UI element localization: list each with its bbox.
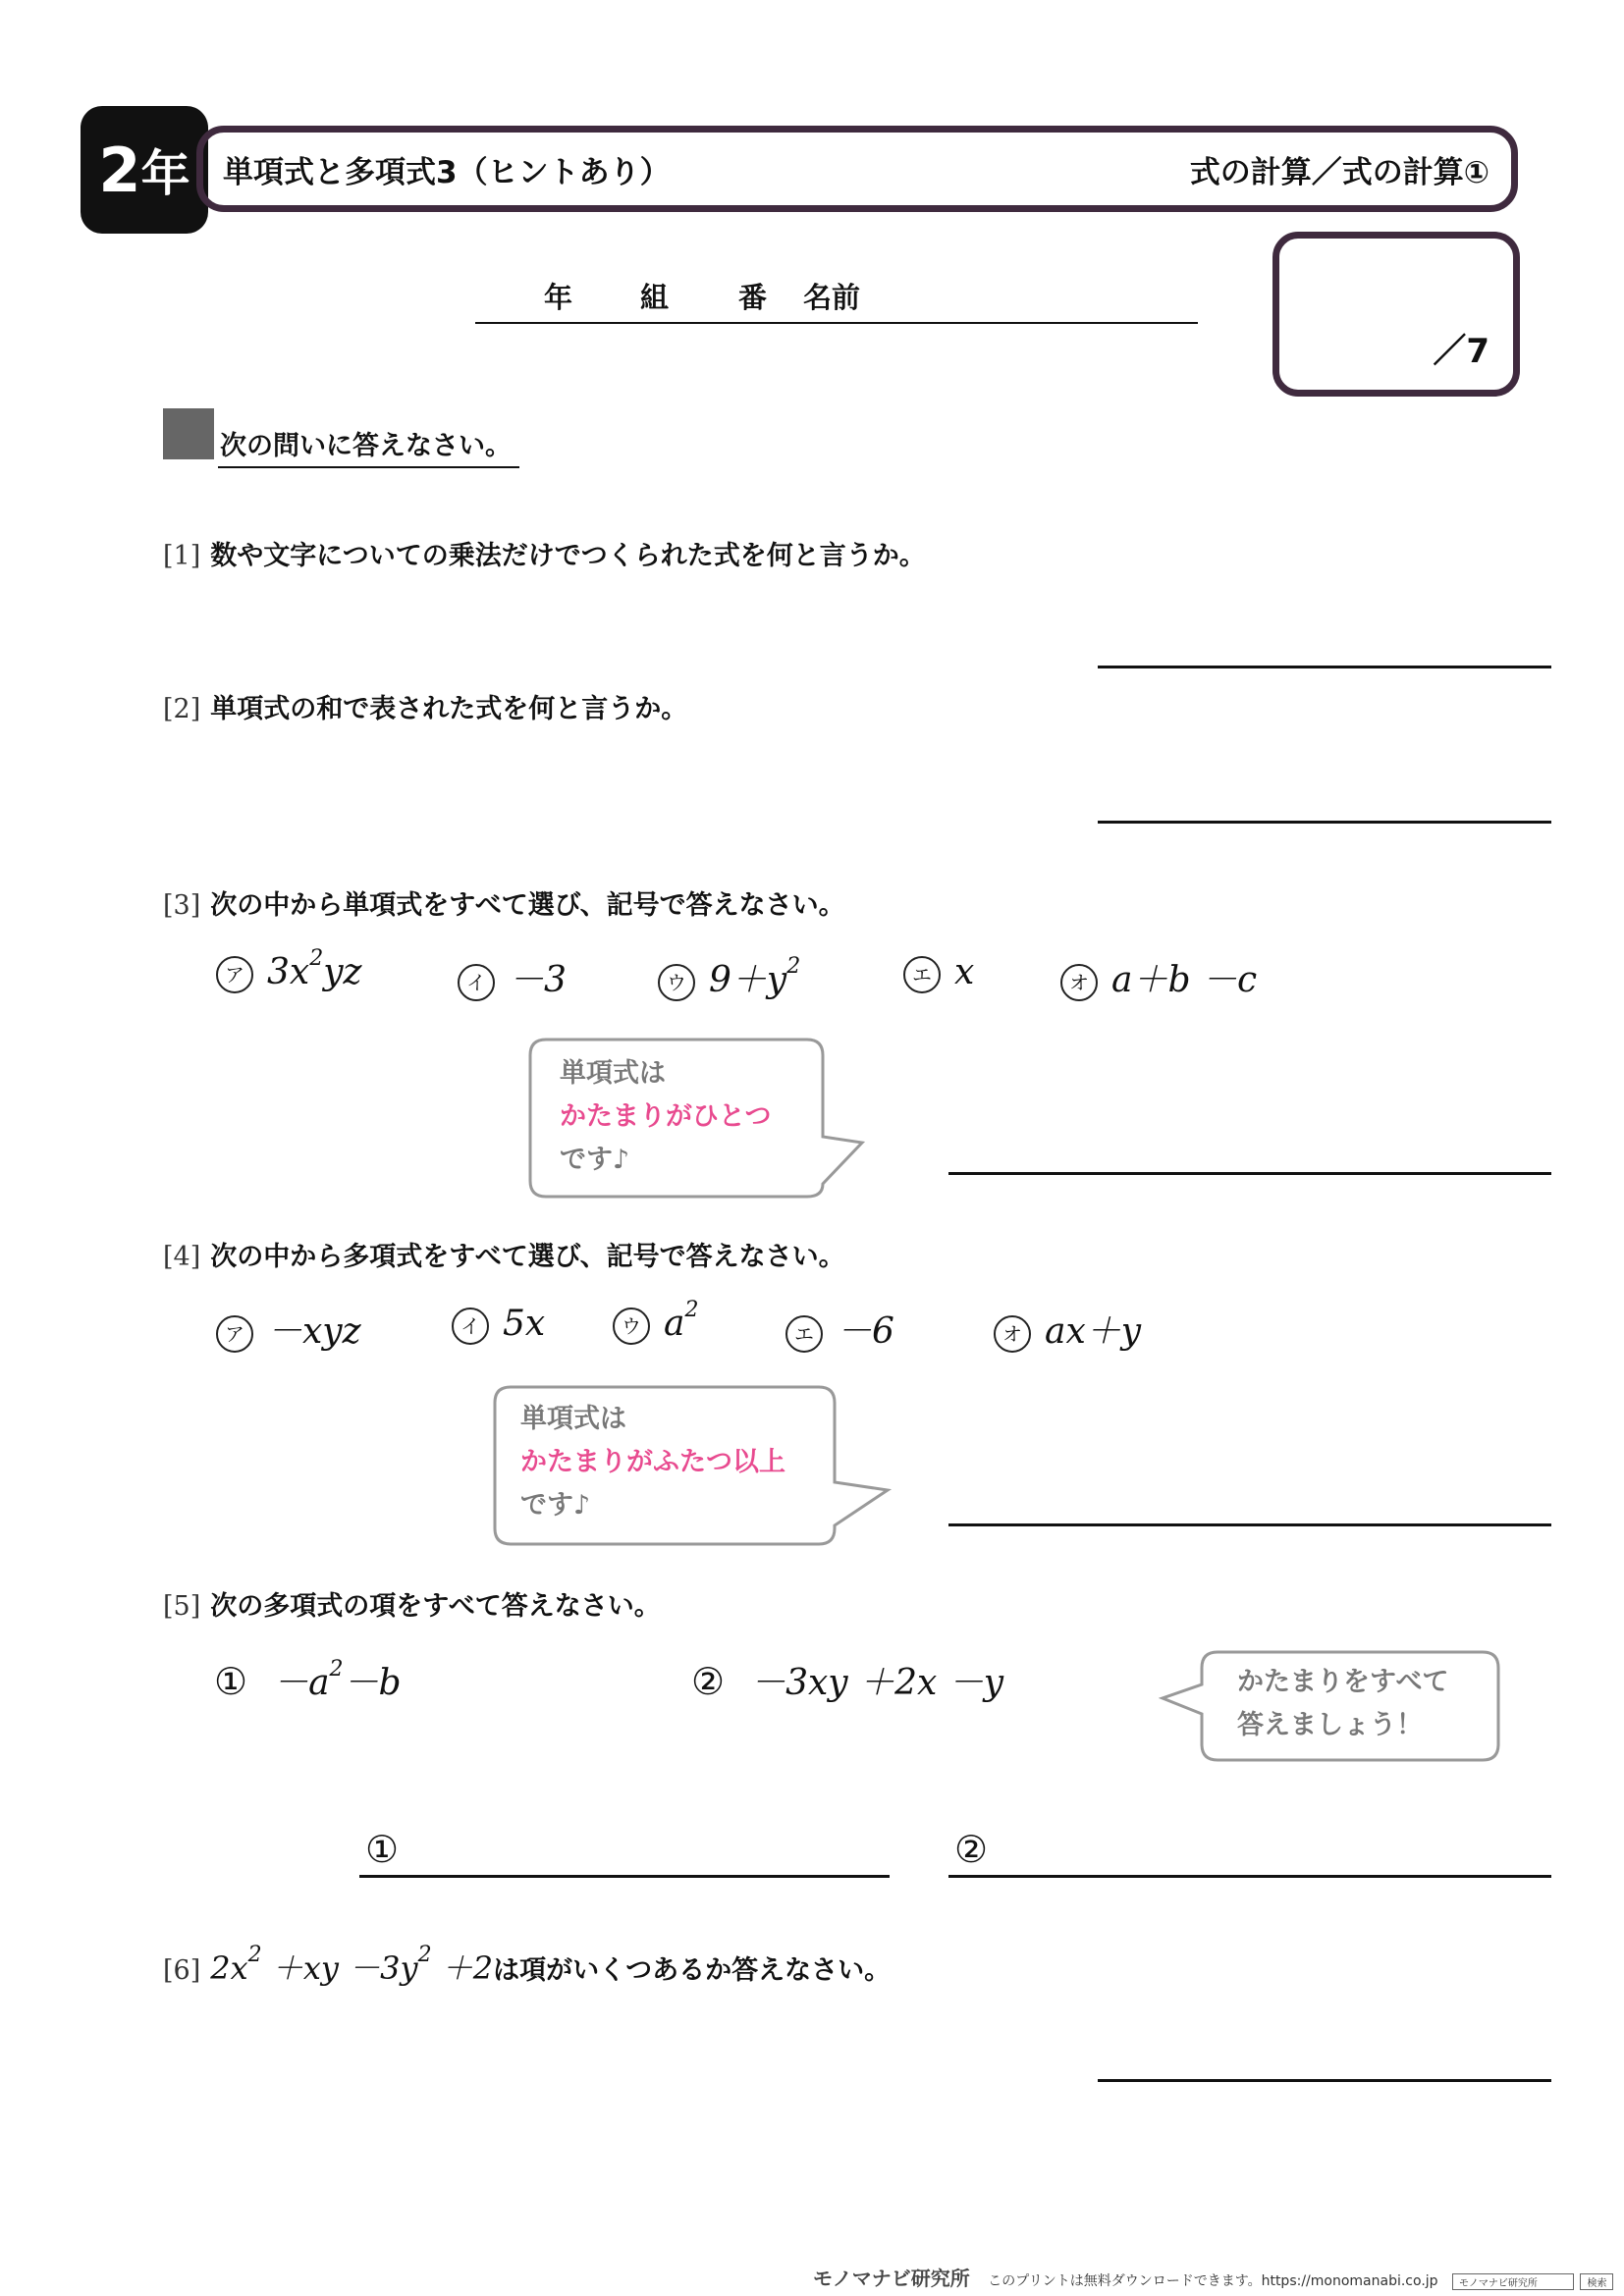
mark-circle: イ bbox=[452, 1308, 489, 1345]
hint-line-1: 単項式は bbox=[560, 1058, 666, 1089]
option-expr: －6 bbox=[837, 1311, 894, 1352]
option-u bbox=[658, 952, 800, 1002]
exponent: 2 bbox=[247, 1943, 262, 1968]
expr-part: 2x bbox=[210, 1949, 248, 1987]
question-3 bbox=[163, 883, 845, 922]
mark-circle: エ bbox=[785, 1315, 823, 1353]
option-expr: ax＋y bbox=[1045, 1311, 1142, 1352]
question-number: [1] bbox=[163, 541, 201, 571]
footer-note: このプリントは無料ダウンロードできます。https://monomanabi.co.jp bbox=[988, 2273, 1438, 2289]
item-expr-tail: －b bbox=[343, 1663, 402, 1703]
title-bar bbox=[196, 126, 1518, 212]
item-mark: ② bbox=[691, 1660, 726, 1703]
option-expr: 3x bbox=[267, 952, 310, 992]
class-label: 組 bbox=[640, 281, 670, 314]
score-total: ／7 bbox=[1433, 332, 1489, 371]
mark-circle: ア bbox=[216, 956, 253, 993]
hint-bubble-4 bbox=[481, 1384, 895, 1547]
option-o bbox=[994, 1304, 1141, 1354]
q4-options bbox=[0, 1298, 1624, 1362]
question-number: [2] bbox=[163, 694, 201, 724]
expr-part: ＋xy －3y bbox=[261, 1949, 418, 1987]
answer-line-3[interactable] bbox=[948, 1172, 1551, 1175]
footer bbox=[813, 2263, 1613, 2291]
option-i bbox=[458, 952, 567, 1002]
hint-bubble-5 bbox=[1159, 1649, 1502, 1763]
hint-line-3: です♪ bbox=[560, 1145, 630, 1175]
question-6 bbox=[163, 1944, 891, 1989]
answer-line-5-2[interactable] bbox=[948, 1812, 1551, 1878]
answer-line-5-1[interactable] bbox=[359, 1812, 890, 1878]
exponent: 2 bbox=[417, 1943, 432, 1968]
question-4 bbox=[163, 1235, 845, 1273]
item-mark: ① bbox=[214, 1660, 248, 1703]
item-1 bbox=[214, 1655, 402, 1705]
section-title: 次の問いに答えなさい。 bbox=[218, 424, 519, 468]
question-1 bbox=[163, 534, 926, 572]
score-box[interactable] bbox=[1272, 232, 1520, 397]
hint-line-2: かたまりがふたつ以上 bbox=[520, 1447, 785, 1477]
question-5 bbox=[163, 1584, 661, 1623]
option-expr: x bbox=[954, 952, 975, 992]
question-number: [6] bbox=[163, 1955, 201, 1986]
mark-circle: ア bbox=[216, 1315, 253, 1353]
exponent: 2 bbox=[329, 1657, 344, 1682]
hint-line-1: 単項式は bbox=[520, 1404, 626, 1434]
question-number: [3] bbox=[163, 890, 201, 921]
option-a bbox=[216, 946, 362, 993]
option-e bbox=[903, 952, 974, 993]
option-expr: 5x bbox=[503, 1304, 546, 1344]
mark-circle: オ bbox=[994, 1315, 1031, 1353]
option-expr: a＋b －c bbox=[1111, 960, 1258, 1000]
mark-circle: イ bbox=[458, 964, 495, 1001]
item-expr: －a bbox=[273, 1663, 330, 1703]
hint-line-2: かたまりがひとつ bbox=[560, 1101, 772, 1132]
answer-line-6[interactable] bbox=[1098, 2079, 1551, 2082]
exponent: 2 bbox=[309, 946, 324, 971]
question-expression bbox=[210, 1943, 494, 1987]
option-expr: a bbox=[664, 1304, 685, 1344]
answer-line-4[interactable] bbox=[948, 1523, 1551, 1526]
exponent: 2 bbox=[786, 954, 801, 979]
question-text: 次の中から多項式をすべて選び、記号で答えなさい。 bbox=[210, 1242, 845, 1272]
question-2 bbox=[163, 687, 687, 725]
option-o bbox=[1060, 952, 1257, 1002]
grade-number: 2 bbox=[98, 133, 139, 206]
question-text: 次の中から単項式をすべて選び、記号で答えなさい。 bbox=[210, 890, 845, 921]
answer-mark: ① bbox=[365, 1828, 400, 1871]
option-a bbox=[216, 1304, 361, 1354]
question-number: [5] bbox=[163, 1591, 201, 1622]
mark-circle: ウ bbox=[613, 1308, 650, 1345]
answer-mark: ② bbox=[954, 1828, 989, 1871]
option-expr: 9＋y bbox=[709, 960, 787, 1000]
mark-circle: ウ bbox=[658, 964, 695, 1001]
answer-line-2[interactable] bbox=[1098, 821, 1551, 824]
question-text: は項がいくつあるか答えなさい。 bbox=[493, 1955, 892, 1986]
search-button[interactable]: 検索 bbox=[1580, 2273, 1613, 2290]
worksheet-title: 単項式と多項式3（ヒントあり） bbox=[223, 154, 671, 190]
option-expr: －3 bbox=[509, 960, 567, 1000]
hint-line-3: です♪ bbox=[520, 1490, 591, 1521]
brand-logo: モノマナビ研究所 bbox=[813, 2267, 970, 2290]
name-label: 名前 bbox=[803, 281, 861, 314]
unit-label: 式の計算／式の計算① bbox=[1189, 154, 1489, 190]
option-u bbox=[613, 1298, 699, 1345]
exponent: 2 bbox=[684, 1298, 699, 1322]
option-i bbox=[452, 1304, 545, 1345]
item-2 bbox=[691, 1655, 1003, 1705]
search-input[interactable]: モノマナビ研究所 bbox=[1452, 2273, 1574, 2290]
option-expr: －xyz bbox=[267, 1311, 361, 1352]
item-expr: －3xy ＋2x －y bbox=[750, 1663, 1004, 1703]
grade-kanji: 年 bbox=[140, 145, 190, 202]
mark-circle: エ bbox=[903, 956, 941, 993]
hint-line-1: かたまりをすべて bbox=[1237, 1667, 1449, 1697]
section-marker bbox=[163, 408, 214, 459]
option-expr-tail: yz bbox=[323, 952, 362, 992]
question-text: 単項式の和で表された式を何と言うか。 bbox=[210, 694, 688, 724]
q3-options bbox=[0, 946, 1624, 1011]
answer-line-1[interactable] bbox=[1098, 666, 1551, 668]
option-e bbox=[785, 1304, 894, 1354]
mark-circle: オ bbox=[1060, 964, 1098, 1001]
number-label: 番 bbox=[738, 281, 768, 314]
year-label: 年 bbox=[544, 281, 573, 314]
grade-badge bbox=[81, 106, 208, 234]
expr-part: ＋2 bbox=[431, 1949, 494, 1987]
question-text: 数や文字についての乗法だけでつくられた式を何と言うか。 bbox=[210, 541, 926, 571]
hint-bubble-3 bbox=[516, 1037, 870, 1200]
question-number: [4] bbox=[163, 1242, 201, 1272]
hint-line-2: 答えましょう！ bbox=[1237, 1710, 1423, 1740]
name-line[interactable] bbox=[475, 277, 1198, 324]
question-text: 次の多項式の項をすべて答えなさい。 bbox=[210, 1591, 661, 1622]
